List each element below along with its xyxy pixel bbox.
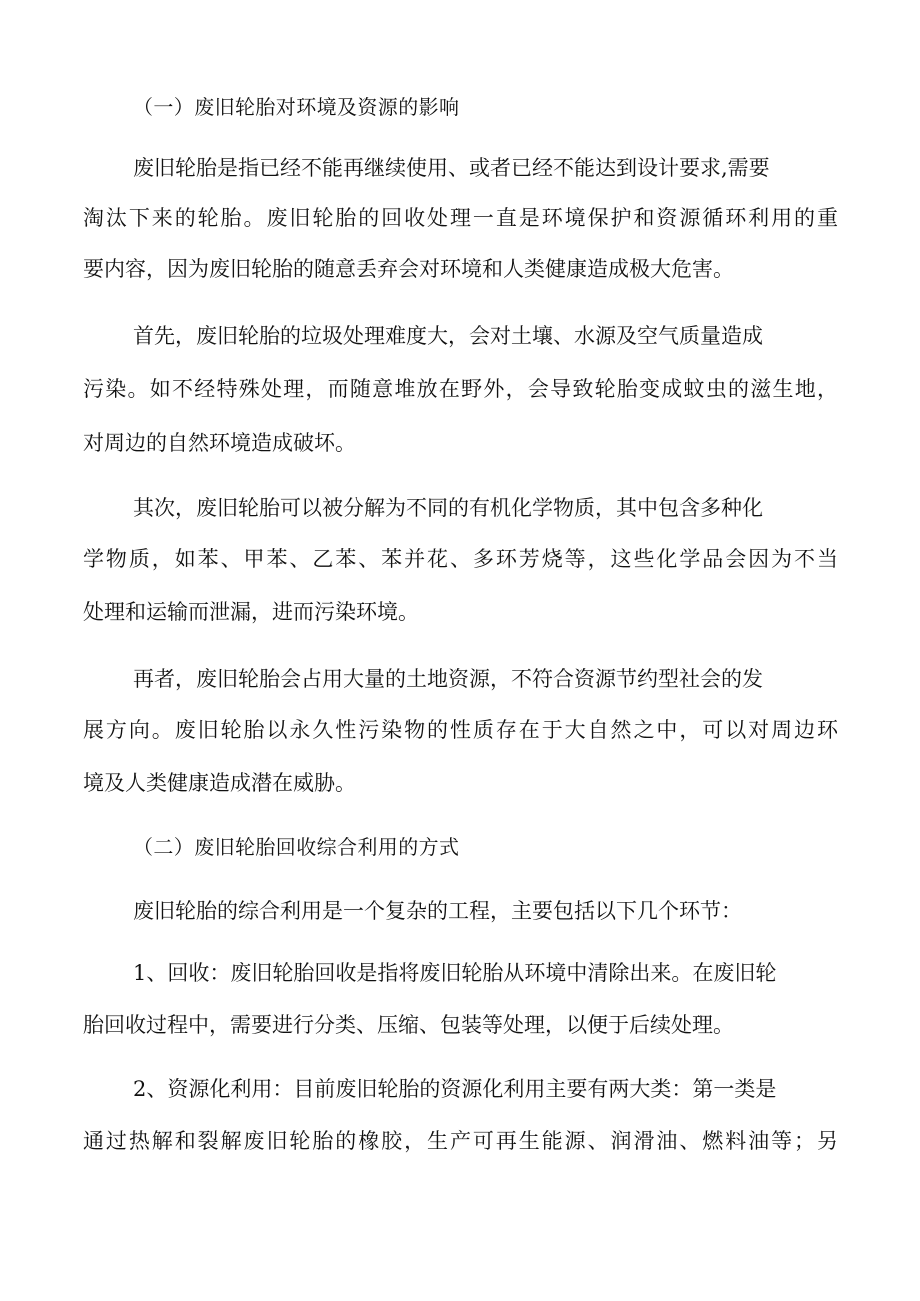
section-heading-1: （一）废旧轮胎对环境及资源的影响 — [133, 95, 460, 119]
section-heading-2: （二）废旧轮胎回收综合利用的方式 — [133, 835, 460, 859]
paragraph-line: 首先，废旧轮胎的垃圾处理难度大，会对土壤、水源及空气质量造成 — [133, 324, 763, 348]
paragraph-line: 境及人类健康造成潜在威胁。 — [83, 771, 356, 795]
paragraph-line: 对周边的自然环境造成破坏。 — [83, 431, 356, 455]
paragraph-line: 其次，废旧轮胎可以被分解为不同的有机化学物质，其中包含多种化 — [133, 496, 763, 520]
paragraph-line: 2、资源化利用：目前废旧轮胎的资源化利用主要有两大类：第一类是 — [133, 1077, 777, 1101]
paragraph-line: 通过热解和裂解废旧轮胎的橡胶，生产可再生能源、润滑油、燃料油等；另 — [83, 1129, 838, 1153]
paragraph-line: 废旧轮胎是指已经不能再继续使用、或者已经不能达到设计要求,需要 — [133, 156, 770, 180]
paragraph-line: 展方向。废旧轮胎以永久性污染物的性质存在于大自然之中，可以对周边环 — [83, 718, 838, 742]
paragraph-line: 废旧轮胎的综合利用是一个复杂的工程，主要包括以下几个环节： — [133, 899, 742, 923]
paragraph-line: 淘汰下来的轮胎。废旧轮胎的回收处理一直是环境保护和资源循环利用的重 — [83, 206, 838, 230]
paragraph-line: 再者，废旧轮胎会占用大量的土地资源，不符合资源节约型社会的发 — [133, 667, 763, 691]
paragraph-line: 污染。如不经特殊处理，而随意堆放在野外，会导致轮胎变成蚊虫的滋生地， — [83, 377, 838, 401]
paragraph-line: 胎回收过程中，需要进行分类、压缩、包装等处理，以便于后续处理。 — [83, 1013, 734, 1037]
paragraph-line: 1、回收：废旧轮胎回收是指将废旧轮胎从环境中清除出来。在废旧轮 — [133, 961, 777, 985]
paragraph-line: 要内容，因为废旧轮胎的随意丢弃会对环境和人类健康造成极大危害。 — [83, 257, 734, 281]
paragraph-line: 处理和运输而泄漏，进而污染环境。 — [83, 600, 419, 624]
paragraph-line: 学物质，如苯、甲苯、乙苯、苯并花、多环芳烧等，这些化学品会因为不当 — [83, 547, 838, 571]
